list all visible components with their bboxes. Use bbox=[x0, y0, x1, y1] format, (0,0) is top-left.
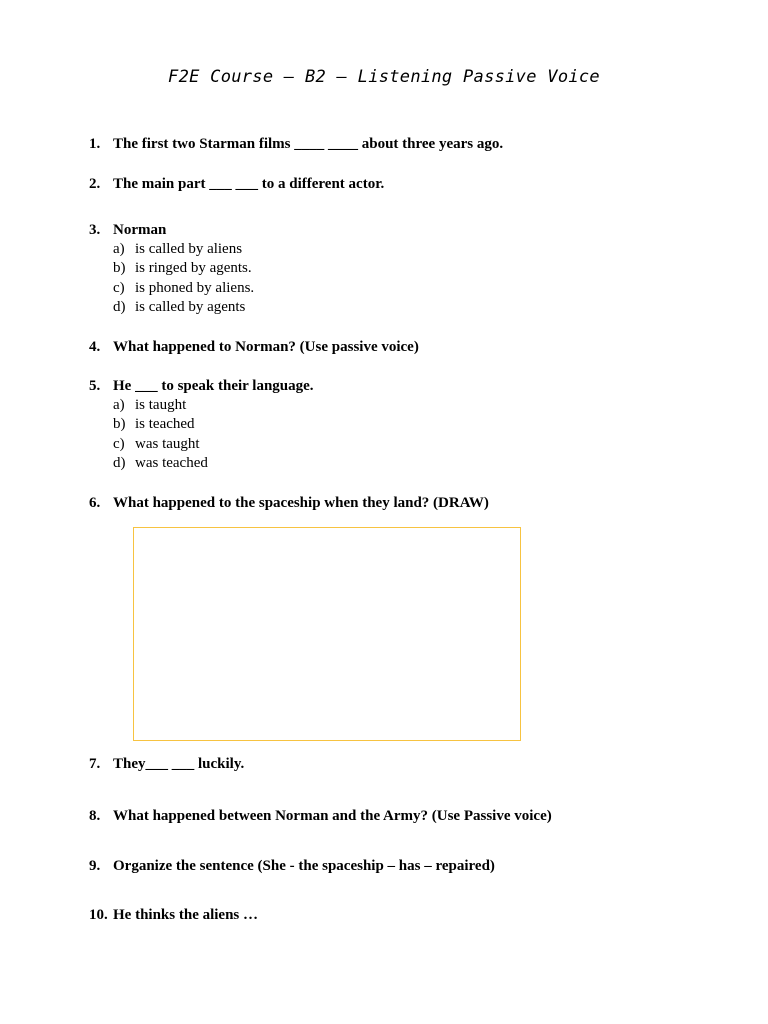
question-text: What happened to Norman? (Use passive voice) bbox=[113, 339, 419, 355]
question-7 bbox=[89, 755, 244, 774]
question-text: What happened between Norman and the Army? (Use Passive voice) bbox=[113, 808, 552, 824]
question-4 bbox=[89, 338, 419, 357]
question-10 bbox=[89, 906, 258, 925]
question-number: 10. bbox=[89, 907, 108, 923]
question-text: Organize the sentence (She - the spaceship – has – repaired) bbox=[113, 858, 495, 874]
question-text: Norman bbox=[113, 222, 167, 238]
question-text: They___ ___ luckily. bbox=[113, 756, 245, 772]
question-9 bbox=[89, 857, 495, 876]
question-number: 5. bbox=[89, 378, 101, 394]
option-a: a) is called by aliens bbox=[113, 241, 243, 257]
question-1 bbox=[89, 135, 503, 154]
worksheet-title: F2E Course – B2 – Listening Passive Voice bbox=[168, 67, 600, 87]
question-8 bbox=[89, 807, 552, 826]
question-6 bbox=[89, 494, 489, 513]
drawing-box[interactable] bbox=[133, 527, 521, 741]
question-number: 6. bbox=[89, 495, 101, 511]
question-number: 3. bbox=[89, 222, 101, 238]
question-3-options bbox=[113, 240, 254, 317]
question-3 bbox=[89, 221, 166, 240]
option-c: c) was taught bbox=[113, 435, 200, 452]
option-d: d) is called by agents bbox=[113, 298, 246, 315]
option-d: d) was teached bbox=[113, 454, 208, 471]
question-number: 2. bbox=[89, 176, 101, 192]
question-number: 7. bbox=[89, 756, 101, 772]
question-text: He ___ to speak their language. bbox=[113, 378, 314, 394]
question-text: The main part ___ ___ to a different actor. bbox=[113, 176, 385, 192]
option-a: a) is taught bbox=[113, 397, 187, 413]
question-number: 1. bbox=[89, 136, 101, 152]
option-b: b) is teached bbox=[113, 416, 195, 433]
option-b: b) is ringed by agents. bbox=[113, 260, 252, 277]
question-number: 8. bbox=[89, 808, 101, 824]
question-number: 4. bbox=[89, 339, 101, 355]
question-5 bbox=[89, 377, 314, 396]
question-5-options bbox=[113, 396, 208, 473]
question-2 bbox=[89, 175, 384, 194]
question-text: What happened to the spaceship when they land? (DRAW) bbox=[113, 495, 489, 511]
question-number: 9. bbox=[89, 858, 101, 874]
question-text: The first two Starman films ____ ____ about three years ago. bbox=[113, 136, 504, 152]
question-text: He thinks the aliens … bbox=[113, 907, 259, 923]
option-c: c) is phoned by aliens. bbox=[113, 279, 255, 296]
